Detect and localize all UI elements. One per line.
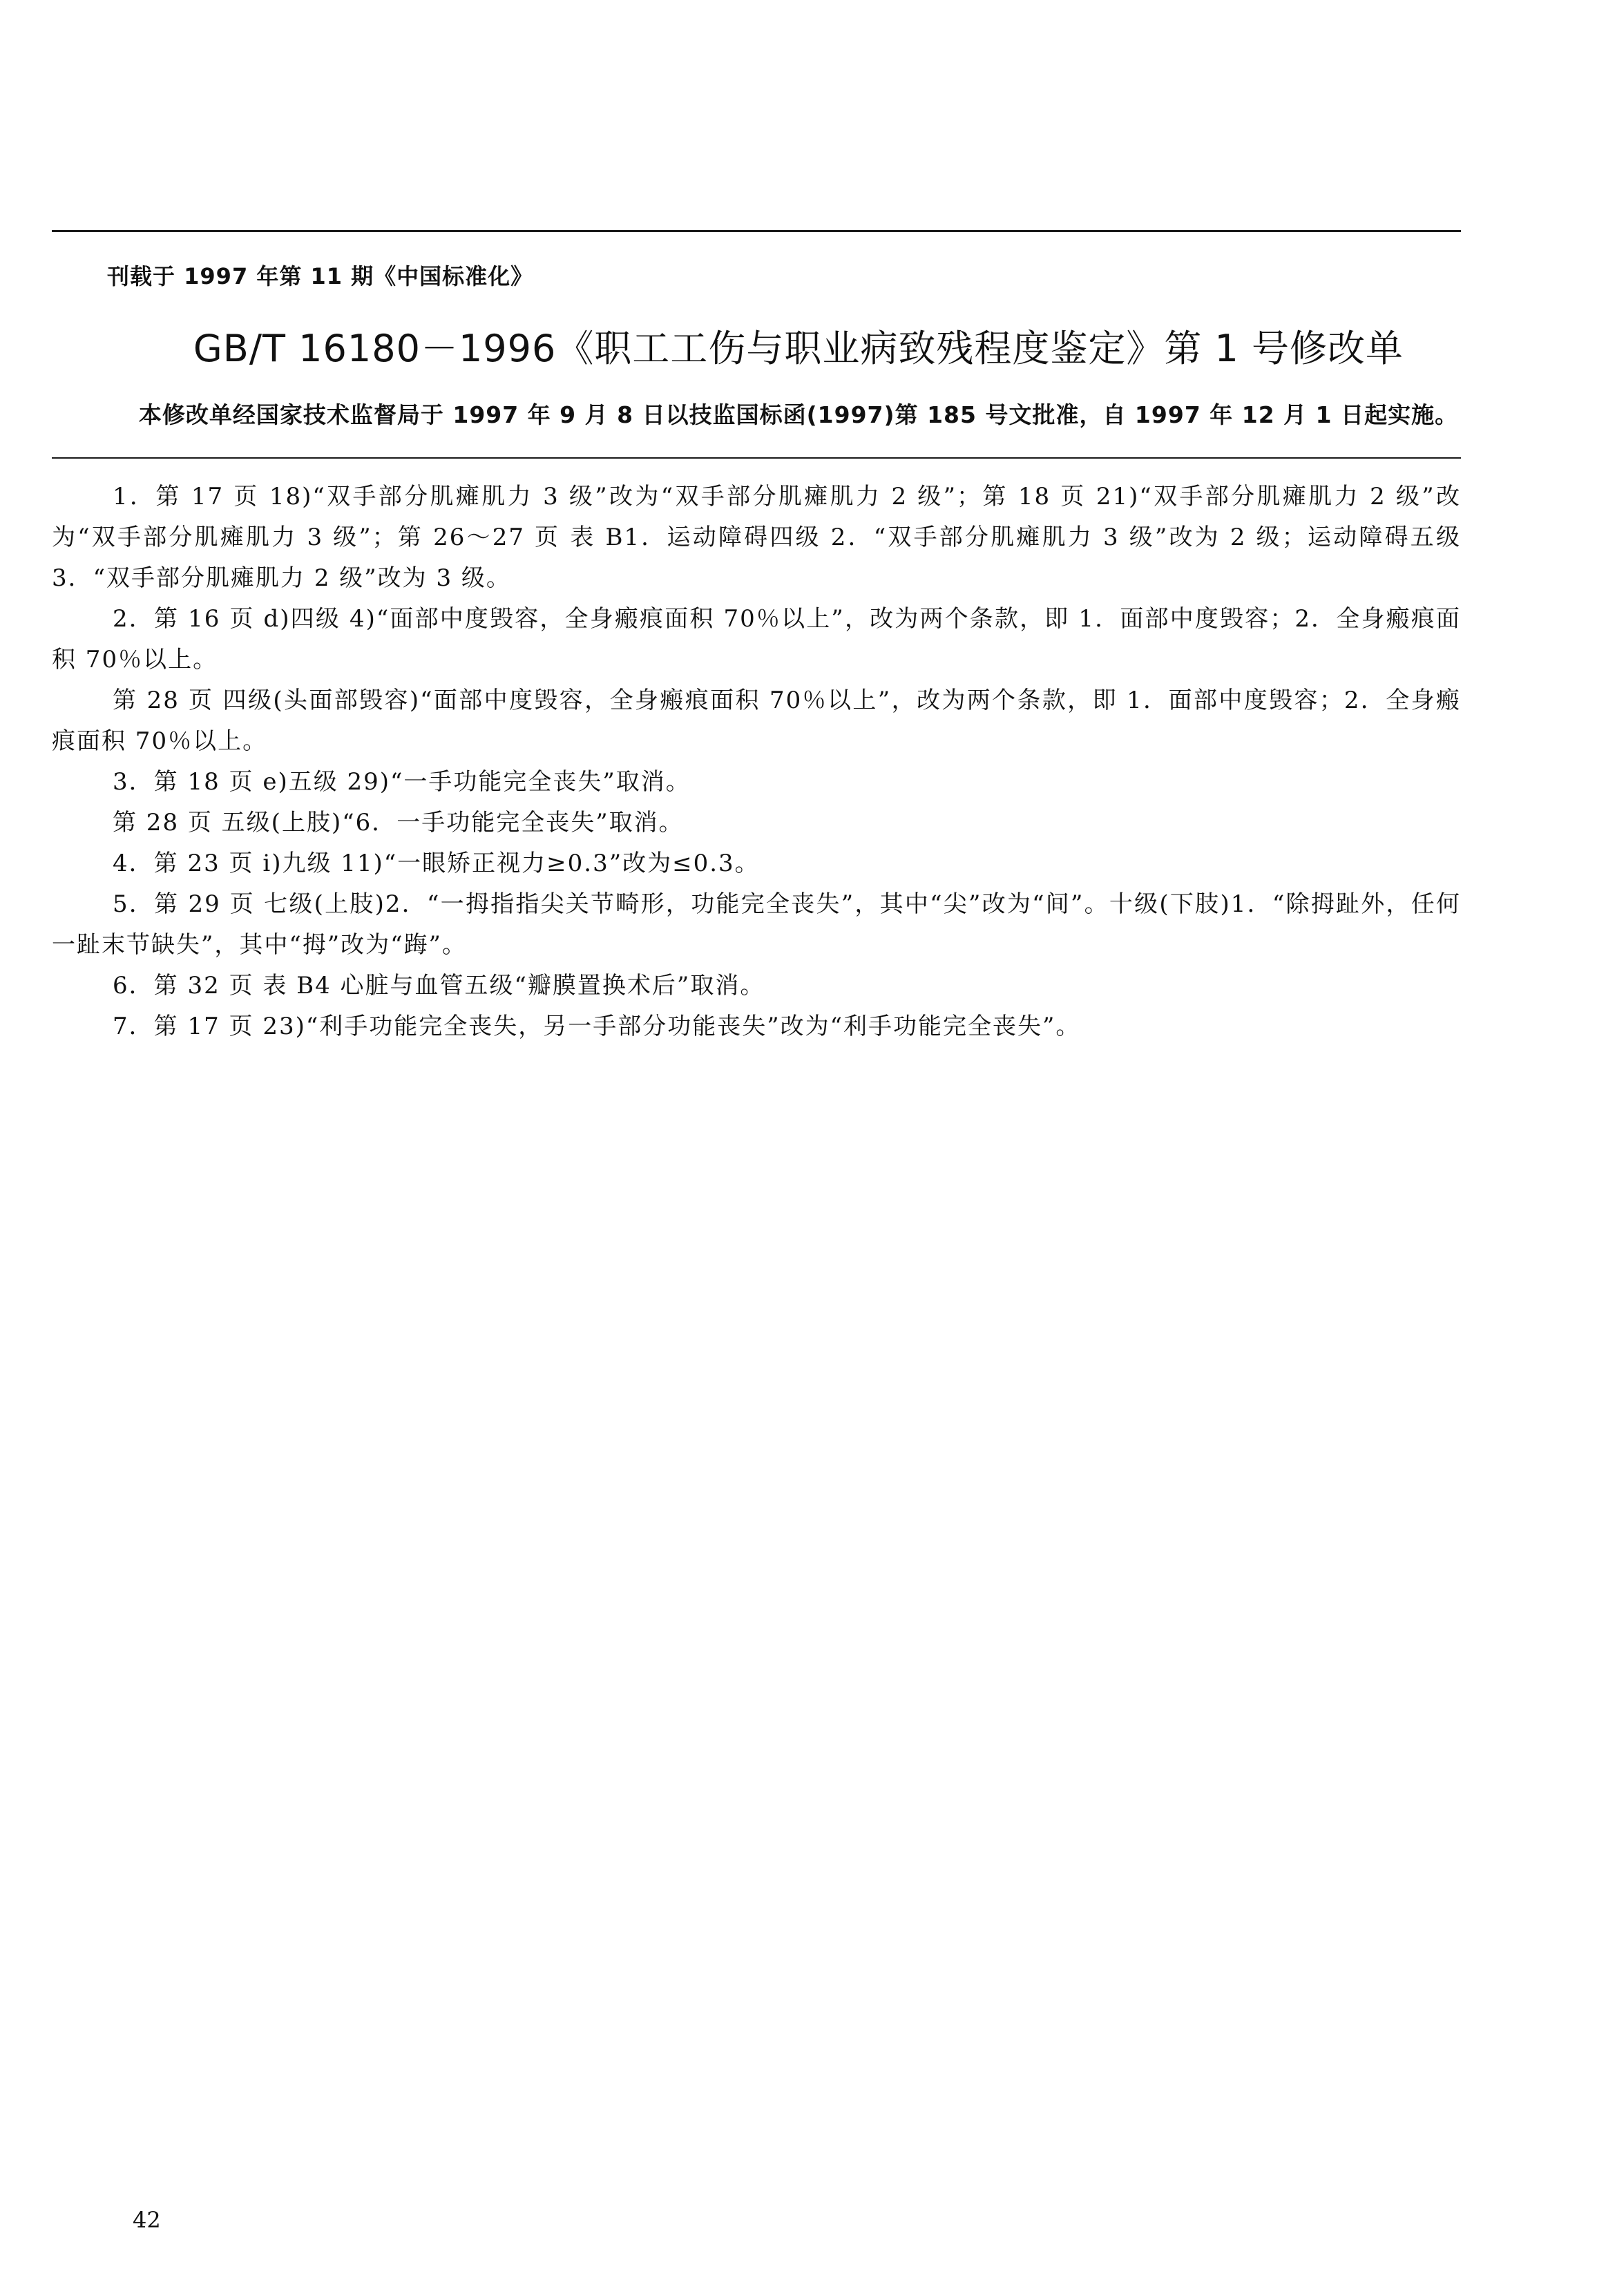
amendment-item-6: 6．第 32 页 表 B4 心脏与血管五级“瓣膜置换术后”取消。 (113, 972, 765, 999)
amendment-item-2: 2．第 16 页 d)四级 4)“面部中度毁容，全身瘢痕面积 70％以上”，改为两个条款，即 1．面部中度毁容；2．全身瘢痕面积 70％以上。 (52, 605, 1461, 673)
amendment-item-3: 3．第 18 页 e)五级 29)“一手功能完全丧失”取消。 (113, 768, 691, 796)
top-rule (52, 230, 1461, 232)
amendment-item-3-continued: 第 28 页 五级(上肢)“6．一手功能完全丧失”取消。 (113, 809, 684, 836)
amendment-item-7: 7．第 17 页 23)“利手功能完全丧失，另一手部分功能丧失”改为“利手功能完全丧失”。 (113, 1013, 1081, 1040)
page-number: 42 (133, 2207, 161, 2233)
amendment-item-1: 1．第 17 页 18)“双手部分肌瘫肌力 3 级”改为“双手部分肌瘫肌力 2 级”；第 18 页 21)“双手部分肌瘫肌力 2 级”改为“双手部分肌瘫肌力 3 级”；第 26～27 页 表 B1．运动障碍四级 2．“双手部分肌瘫肌力 3 级”改为 2 级；运动障碍五级 3．“双手部分肌瘫肌力 2 级”改为 3 级。 (52, 483, 1461, 592)
amendment-item-4: 4．第 23 页 i)九级 11)“一眼矫正视力≥0.3”改为≤0.3。 (113, 850, 760, 877)
amendment-body (52, 477, 1461, 1047)
document-title: GB/T 16180－1996《职工工伤与职业病致残程度鉴定》第 1 号修改单 (193, 327, 1404, 370)
publication-note: 刊载于 1997 年第 11 期《中国标准化》 (107, 263, 534, 289)
amendment-item-5: 5．第 29 页 七级(上肢)2．“一拇指指尖关节畸形，功能完全丧失”，其中“尖”改为“间”。十级(下肢)1．“除拇趾外，任何一趾末节缺失”，其中“拇”改为“踇”。 (52, 890, 1461, 959)
amendment-item-2-continued: 第 28 页 四级(头面部毁容)“面部中度毁容，全身瘢痕面积 70％以上”，改为两个条款，即 1．面部中度毁容；2．全身瘢痕面积 70％以上。 (52, 687, 1461, 755)
approval-note: 本修改单经国家技术监督局于 1997 年 9 月 8 日以技监国标函(1997)第 185 号文批准，自 1997 年 12 月 1 日起实施。 (138, 401, 1459, 428)
header-divider (52, 457, 1461, 459)
